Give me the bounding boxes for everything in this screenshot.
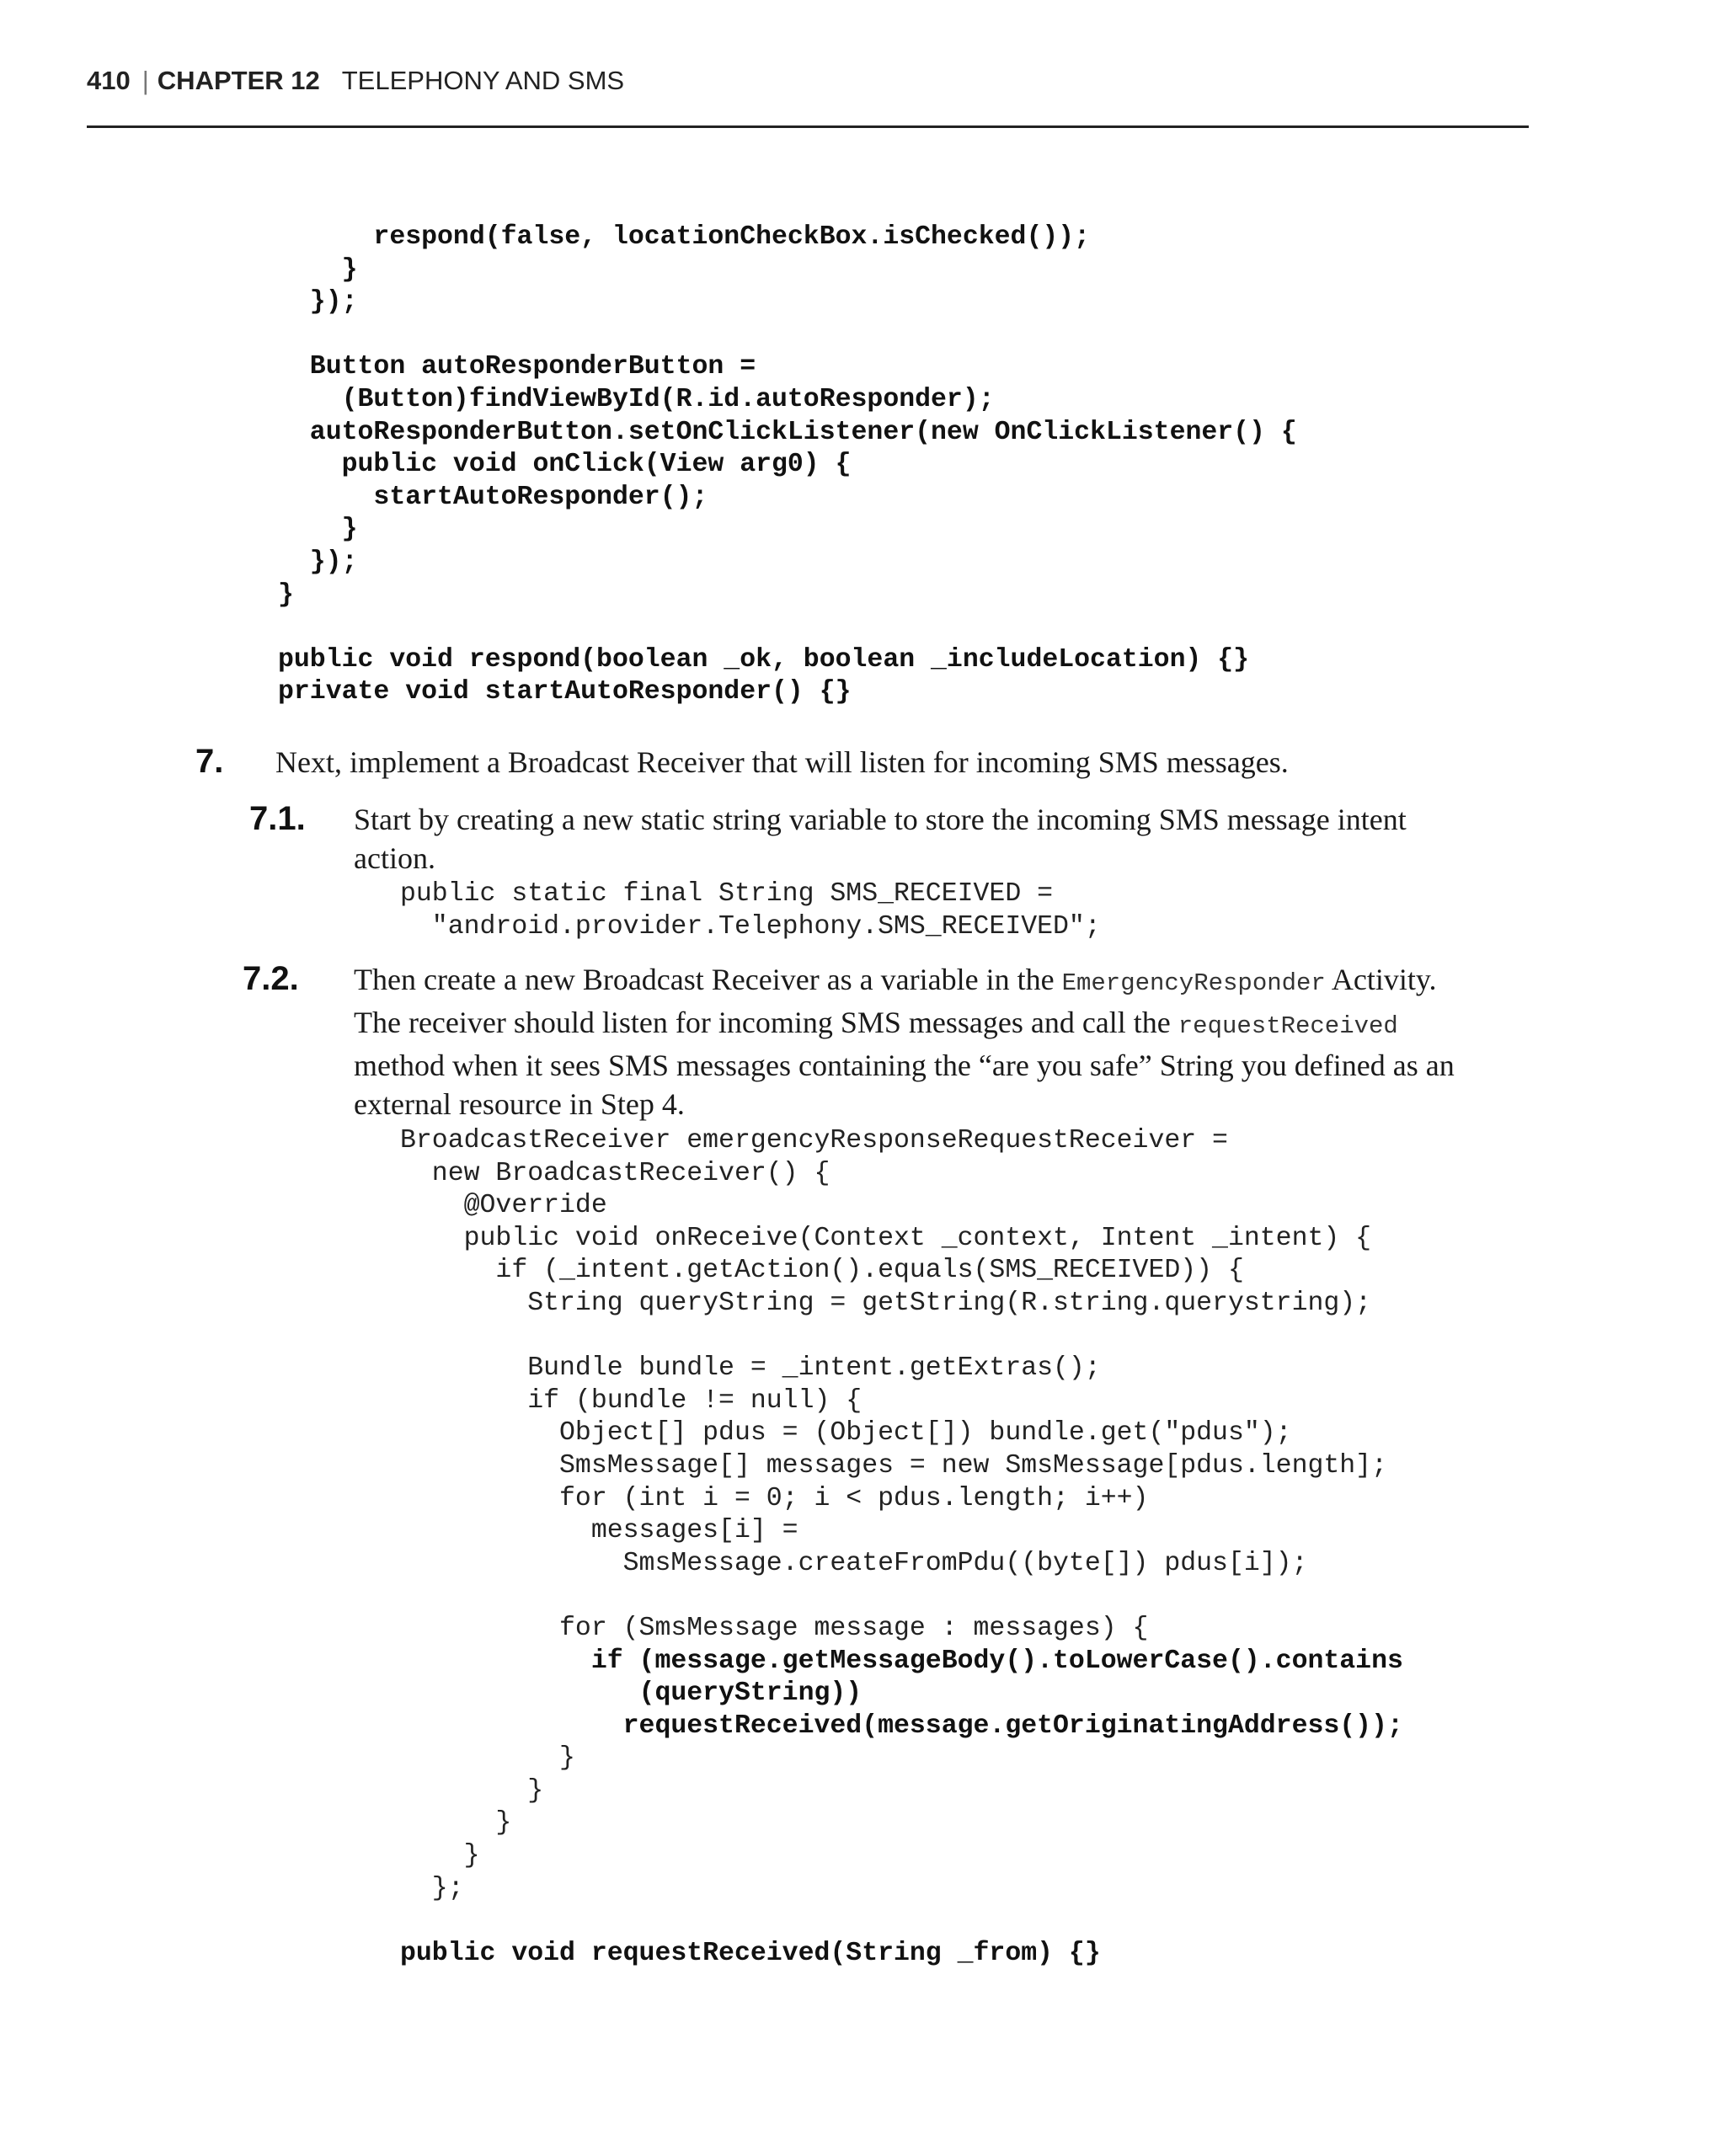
step-7-2-text-part-3: method when it sees SMS messages containing the “are you safe” String you defined as an external resource in Step 4. bbox=[354, 1049, 1455, 1121]
page-number: 410 bbox=[87, 66, 131, 95]
code-receiver-body: BroadcastReceiver emergencyResponseRequestReceiver = new BroadcastReceiver() { @Override public void onReceive(Context _context, Intent _intent) { if (_intent.getAction().equals(SMS_RECEIVED)) { String queryString = getString(R.string.querystring); Bundle bundle = _intent.getExtras(); if (bundle != null) { Object[] pdus = (Object[]) bundle.get("pdus"); SmsMessage[] messages = new SmsMessage[pdus.length]; for (int i = 0; i < pdus.length; i++) messages[i] = SmsMessage.createFromPdu((byte[]) pdus[i]); for (SmsMessage message : messages) { bbox=[400, 1126, 1387, 1643]
running-header bbox=[87, 66, 624, 96]
step-7-2-text-part-2: Activity. The receiver should listen for incoming SMS messages and call the bbox=[354, 963, 1437, 1039]
chapter-label: CHAPTER 12 bbox=[157, 66, 320, 95]
chapter-title: TELEPHONY AND SMS bbox=[341, 66, 625, 95]
inline-code-requestreceived: requestReceived bbox=[1178, 1012, 1398, 1040]
step-7-number: 7. bbox=[195, 743, 224, 780]
header-separator: | bbox=[142, 66, 149, 95]
code-block-1: respond(false, locationCheckBox.isChecked()); } }); Button autoResponderButton = (Button)findViewById(R.id.autoResponder); autoResponderButton.setOnClickListener(new OnClickListener() { public void onClick(View arg0) { startAutoResponder(); } }); } public void respond(boolean _ok, boolean _includeLocation) {} private void startAutoResponder() {} bbox=[278, 222, 1297, 707]
step-7-2-text-part-1: Then create a new Broadcast Receiver as a variable in the bbox=[354, 963, 1062, 996]
step-7-2-text bbox=[354, 960, 1474, 1123]
code-broadcast-receiver bbox=[400, 1125, 1403, 1970]
code-receiver-closing: } } } } }; bbox=[431, 1743, 575, 1903]
step-7-1-number: 7.1. bbox=[249, 800, 306, 837]
step-7-1-text: Start by creating a new static string variable to store the incoming SMS message intent action. bbox=[354, 803, 1407, 875]
header-rule bbox=[87, 125, 1529, 128]
code-request-received-method: public void requestReceived(String _from) {} bbox=[400, 1938, 1101, 1968]
step-7-text: Next, implement a Broadcast Receiver that will listen for incoming SMS messages. bbox=[275, 745, 1289, 779]
inline-code-emergencyresponder: EmergencyResponder bbox=[1061, 969, 1326, 997]
code-receiver-highlight: if (message.getMessageBody().toLowerCase().contains (queryString)) requestReceived(message.getOriginatingAddress()); bbox=[590, 1646, 1403, 1741]
code-sms-received: public static final String SMS_RECEIVED = "android.provider.Telephony.SMS_RECEIVED"; bbox=[400, 879, 1101, 942]
step-7-2-number: 7.2. bbox=[243, 960, 299, 997]
